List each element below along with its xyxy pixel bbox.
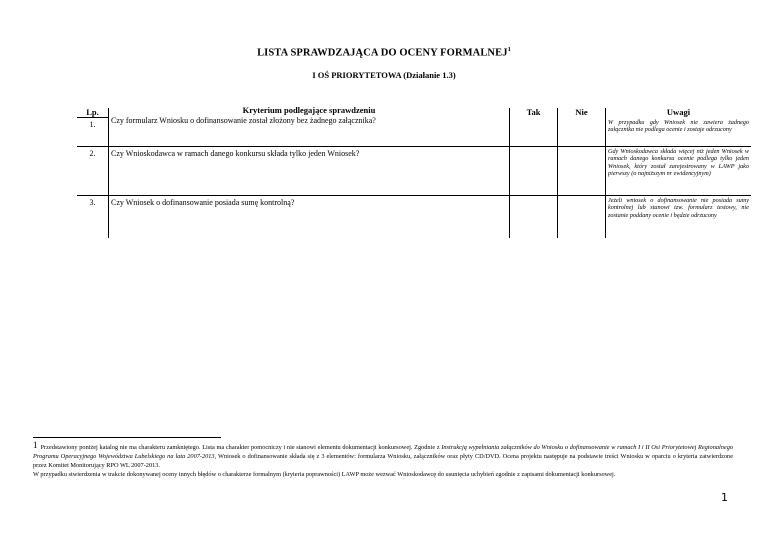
row-lp: 1.	[77, 118, 109, 147]
checklist-table	[77, 104, 751, 238]
row-no-cell[interactable]	[558, 196, 606, 239]
row-lp: 3.	[77, 196, 109, 239]
header-notes: Uwagi	[606, 108, 752, 118]
page-number: 1	[721, 491, 728, 504]
footnote-text-a: Przedstawiony poniżej katalog nie ma charakteru zamkniętego. Lista ma charakter pomocniczy i nie stanowi elementu dokumentacji konkursowej. Zgodnie z	[40, 444, 442, 451]
header-lp: Lp.	[77, 108, 109, 118]
title-footnote-ref: 1	[507, 46, 511, 53]
note-text: W przypadku gdy Wniosek nie zawiera żadnego załącznika nie podlega ocenie i zostaje odrzucony	[608, 118, 749, 133]
footnote-text-italic: Instrukcją wypełniania załączników do Wniosku o dofinansowanie w ramach I i II Osi Priorytetowej Regionalnego Programu Operacyjnego Województwa Lubelskiego na lata 2007-2013	[33, 444, 733, 460]
document-title	[0, 46, 768, 59]
row-note	[606, 118, 752, 147]
table-row	[77, 118, 751, 147]
row-yes-cell[interactable]	[510, 147, 558, 196]
criterion-header-label: Kryterium podlegające sprawdzeniu	[242, 104, 376, 115]
row-no-cell[interactable]	[558, 147, 606, 196]
row-criterion	[109, 104, 510, 147]
row-no-cell[interactable]	[558, 118, 606, 147]
row-yes-cell[interactable]	[510, 196, 558, 239]
row-criterion: Czy Wnioskodawca w ramach danego konkursu składa tylko jeden Wniosek?	[109, 147, 510, 196]
table-row	[77, 196, 751, 239]
footnote-text-c: W przypadku stwierdzenia w trakcie dokonywanej oceny innych błędów o charakterze formalnym (kryteria poprawności) LAWP może wezwać Wnioskodawcę do usunięcia uchybień zgodnie z zapisami dokumentacji konkursowej.	[33, 471, 616, 478]
row-criterion: Czy Wniosek o dofinansowanie posiada sumę kontrolną?	[109, 196, 510, 239]
footnote-separator	[33, 437, 221, 438]
row-lp: 2.	[77, 147, 109, 196]
table-row	[77, 147, 751, 196]
header-yes: Tak	[510, 108, 558, 118]
document-title-text: LISTA SPRAWDZAJĄCA DO OCENY FORMALNEJ	[257, 47, 508, 59]
header-no: Nie	[558, 108, 606, 118]
row-yes-cell[interactable]	[510, 118, 558, 147]
row-note	[606, 147, 752, 196]
criterion-text: Czy formularz Wniosku o dofinansowanie został złożony bez żadnego załącznika?	[111, 115, 376, 125]
footnote-marker: 1	[33, 440, 38, 450]
row-note	[606, 196, 752, 239]
note-text: Jeżeli wniosek o dofinansowanie nie posiada sumy kontrolnej lub stanowi tzw. formularz testowy, nie zostanie poddany ocenie i będzie odrzucony	[608, 197, 749, 219]
footnote-text-b: , Wniosek o dofinansowanie składa się z 3 elementów: formularza Wniosku, załączników oraz płyty CD/DVD. Ocena projektu następuje na podstawie treści Wniosku w oparciu o kryteria zatwierdzone przez Komitet Monitorujący RPO WL 2007-2013.	[33, 453, 733, 469]
footnote	[33, 440, 733, 479]
note-text: Gdy Wnioskodawca składa więcej niż jeden Wniosek w ramach danego konkursu ocenie podlega tylko jeden Wniosek, który został zarejestrowany w LAWP jako pierwszy (o najniższym nr ewidencyjnym)	[608, 148, 749, 177]
document-subtitle: I OŚ PRIORYTETOWA (Działanie 1.3)	[312, 70, 456, 80]
